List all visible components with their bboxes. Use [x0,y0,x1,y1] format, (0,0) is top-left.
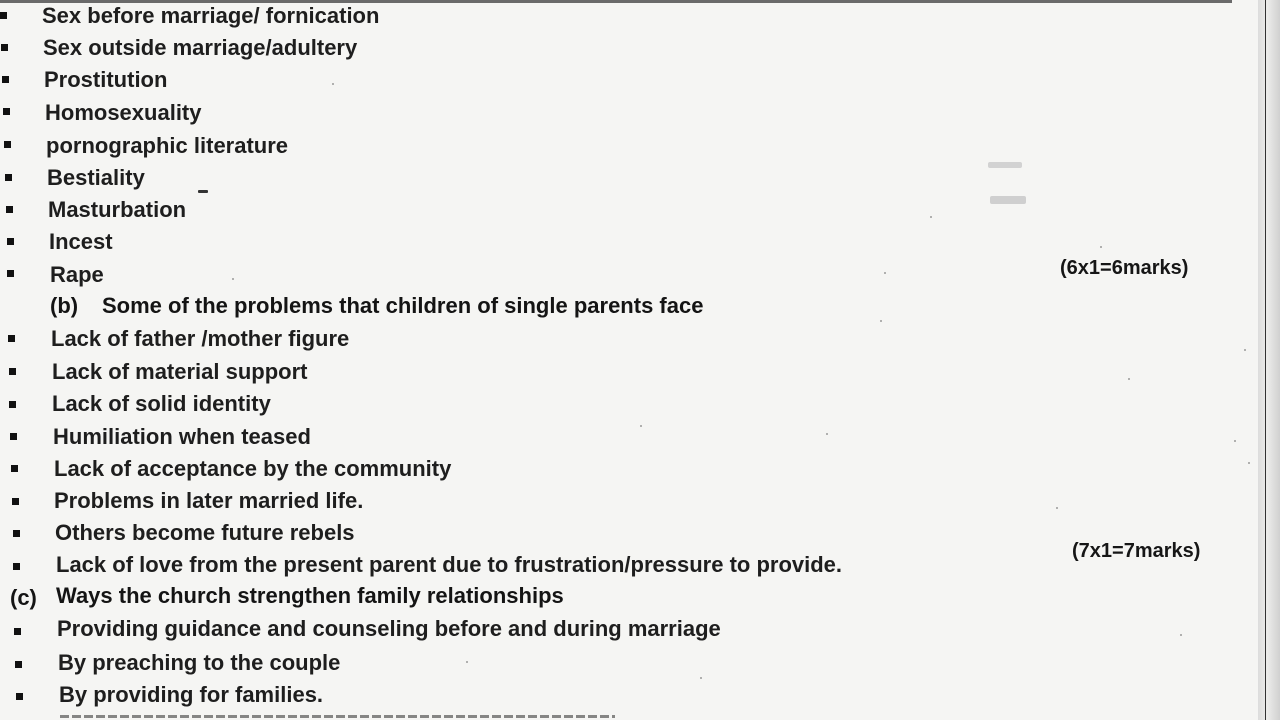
bullet-icon [6,206,13,213]
list-item: Sex outside marriage/adultery [43,35,358,60]
bullet-icon [13,563,20,570]
scan-speck [1234,440,1236,442]
bullet-icon [13,530,20,537]
bullet-icon [4,141,11,148]
list-item: Bestiality [47,165,145,190]
section-b-label: (b) [50,293,79,318]
section-b-heading: Some of the problems that children of single parents face [102,293,704,318]
page-right-border [1265,0,1266,720]
list-item: pornographic literature [46,133,289,158]
bullet-icon [3,108,10,115]
bullet-icon [11,465,18,472]
scan-speck [1128,378,1130,380]
scan-speck [880,320,882,322]
scan-speck [1100,246,1102,248]
section-c-heading: Ways the church strengthen family relationships [56,583,564,608]
scan-speck [1248,462,1250,464]
bullet-icon [9,368,16,375]
bullet-icon [12,498,19,505]
bullet-icon [1,44,8,51]
list-item: Homosexuality [45,100,202,125]
scan-speck [1180,634,1182,636]
bleed-through-mark [990,196,1026,204]
bullet-icon [10,433,17,440]
section-b-marks: (7x1=7marks) [1072,540,1201,562]
list-item: Lack of material support [52,359,308,384]
list-item: Lack of acceptance by the community [54,456,452,481]
bullet-icon [0,12,7,19]
scan-speck [640,425,642,427]
bullet-icon [9,401,16,408]
bullet-icon [7,270,14,277]
list-item: Masturbation [48,197,187,222]
list-item: Sex before marriage/ fornication [42,3,380,28]
list-item: Lack of solid identity [52,391,271,416]
bullet-icon [2,76,9,83]
list-item: Providing guidance and counseling before and during marriage [57,616,721,641]
section-c-label: (c) [10,585,37,610]
list-item: Problems in later married life. [54,488,364,513]
list-item: Humiliation when teased [53,424,311,449]
bullet-icon [8,335,15,342]
page-right-margin [1258,0,1280,720]
list-item: By providing for families. [59,682,324,707]
scan-speck [930,216,932,218]
scan-speck [232,278,234,280]
list-item: Lack of love from the present parent due to frustration/pressure to provide. [56,552,843,577]
scan-speck [700,677,702,679]
bleed-through-mark [988,162,1022,168]
scan-speck [1056,507,1058,509]
section-a-marks: (6x1=6marks) [1060,257,1189,279]
scan-mark [198,190,208,193]
scan-speck [1244,349,1246,351]
bullet-icon [16,693,23,700]
list-item: Prostitution [44,67,168,92]
bullet-icon [14,628,21,635]
list-item: Others become future rebels [55,520,355,545]
list-item: Lack of father /mother figure [51,326,350,351]
bullet-icon [7,238,14,245]
list-item: Incest [49,229,113,254]
cropped-line-fragment [60,713,615,720]
list-item: Rape [50,262,104,287]
bullet-icon [5,174,12,181]
scan-speck [826,433,828,435]
list-item: By preaching to the couple [58,650,341,675]
scan-speck [466,661,468,663]
bullet-icon [15,661,22,668]
scan-speck [884,272,886,274]
scan-speck [332,83,334,85]
